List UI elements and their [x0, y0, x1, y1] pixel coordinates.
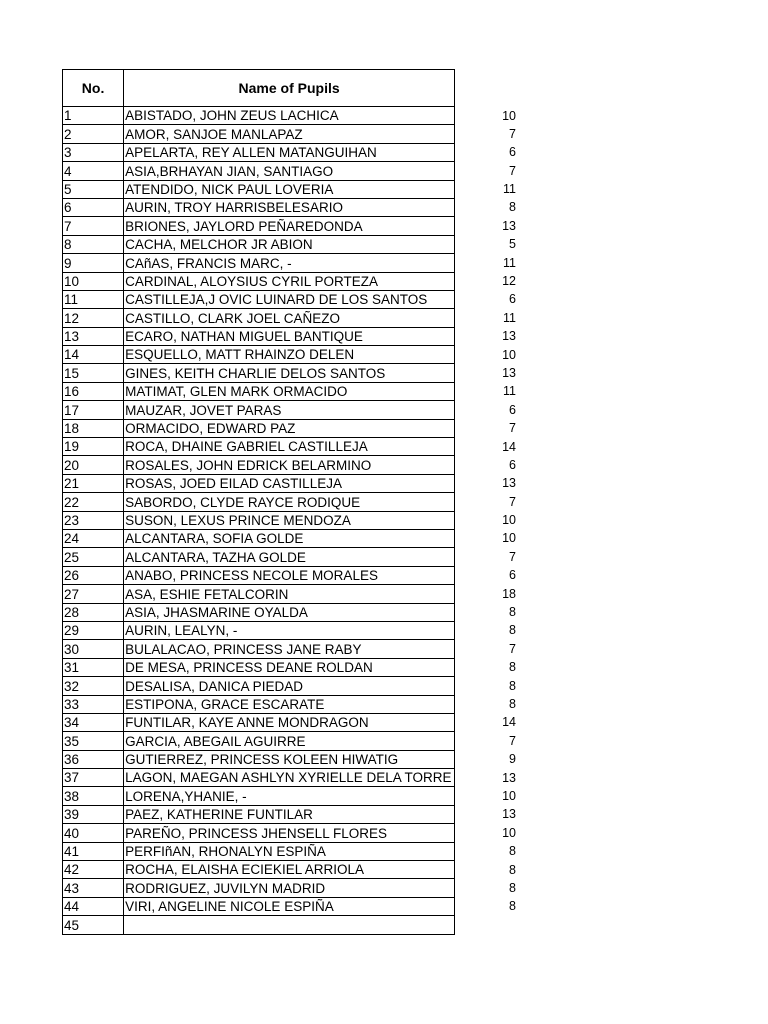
pupil-name-cell	[124, 842, 455, 860]
pupil-score: 8	[509, 862, 516, 877]
pupil-name-cell	[124, 640, 455, 658]
pupil-score: 8	[509, 880, 516, 895]
table-row	[63, 309, 455, 327]
pupil-number-cell: 14	[63, 346, 124, 364]
pupil-name-text: PAREÑO, PRINCESS JHENSELL FLORES	[125, 825, 387, 841]
pupil-name-text: PERFIñAN, RHONALYN ESPIÑA	[125, 844, 326, 860]
pupil-name-cell	[124, 401, 455, 419]
pupil-name-text: CACHA, MELCHOR JR ABION	[125, 237, 313, 253]
pupil-name-cell	[124, 254, 455, 272]
pupil-number-cell: 22	[63, 493, 124, 511]
table-row	[63, 566, 455, 584]
pupil-number-cell: 1	[63, 107, 124, 125]
pupil-number-cell: 45	[63, 916, 124, 934]
table-row	[63, 548, 455, 566]
pupil-name-text: DESALISA, DANICA PIEDAD	[125, 678, 303, 694]
pupil-number-cell: 19	[63, 438, 124, 456]
table-row	[63, 493, 455, 511]
pupil-score: 10	[502, 108, 516, 123]
pupil-number-cell: 32	[63, 677, 124, 695]
pupil-name-cell	[124, 879, 455, 897]
pupil-score: 8	[509, 200, 516, 215]
pupil-name-text: LORENA,YHANIE, -	[125, 788, 247, 804]
pupil-name-text: CARDINAL, ALOYSIUS CYRIL PORTEZA	[125, 273, 378, 289]
table-row	[63, 125, 455, 143]
pupil-name-cell	[124, 309, 455, 327]
table-row	[63, 474, 455, 492]
pupil-number-cell: 34	[63, 713, 124, 731]
table-row	[63, 750, 455, 768]
pupil-number-cell: 27	[63, 585, 124, 603]
pupil-name-cell	[124, 805, 455, 823]
pupil-name-text: ESTIPONA, GRACE ESCARATE	[125, 696, 325, 712]
table-row	[63, 879, 455, 897]
table-row	[63, 787, 455, 805]
pupil-score	[456, 916, 516, 934]
pupil-score: 11	[503, 310, 516, 325]
pupil-name-cell	[124, 750, 455, 768]
pupil-name-cell	[124, 658, 455, 676]
pupil-number-cell: 26	[63, 566, 124, 584]
pupil-score: 6	[509, 145, 516, 160]
pupil-score: 9	[509, 752, 516, 767]
pupil-score: 6	[509, 568, 516, 583]
table-row	[63, 640, 455, 658]
pupil-number-cell: 6	[63, 198, 124, 216]
table-row	[63, 769, 455, 787]
pupil-number-cell: 20	[63, 456, 124, 474]
pupil-score: 14	[502, 439, 516, 454]
pupil-score: 10	[502, 347, 516, 362]
table-row	[63, 107, 455, 125]
pupil-name-text: ASIA, JHASMARINE OYALDA	[125, 604, 308, 620]
table-row	[63, 180, 455, 198]
pupil-score: 11	[503, 255, 516, 270]
pupil-score: 8	[509, 605, 516, 620]
pupil-number-cell: 15	[63, 364, 124, 382]
pupil-number-cell: 25	[63, 548, 124, 566]
table-row	[63, 254, 455, 272]
pupil-name-cell	[124, 621, 455, 639]
table-row	[63, 658, 455, 676]
pupil-roster-sheet	[62, 69, 516, 935]
table-row	[63, 401, 455, 419]
pupil-number-cell: 10	[63, 272, 124, 290]
pupil-name-cell	[124, 438, 455, 456]
pupil-number-cell: 23	[63, 511, 124, 529]
table-row	[63, 713, 455, 731]
pupil-number-cell: 38	[63, 787, 124, 805]
pupil-score: 10	[502, 825, 516, 840]
pupil-number-cell: 11	[63, 290, 124, 308]
pupil-score: 8	[509, 899, 516, 914]
table-row	[63, 382, 455, 400]
pupil-score: 6	[509, 457, 516, 472]
table-row	[63, 824, 455, 842]
pupil-score: 11	[503, 384, 516, 399]
pupil-name-cell	[124, 695, 455, 713]
pupil-name-cell	[124, 566, 455, 584]
pupil-name-text: ORMACIDO, EDWARD PAZ	[125, 421, 296, 437]
pupil-number-cell: 18	[63, 419, 124, 437]
pupil-number-cell: 2	[63, 125, 124, 143]
pupil-name-cell	[124, 677, 455, 695]
pupil-score: 8	[509, 660, 516, 675]
table-row	[63, 346, 455, 364]
pupil-name-text: ANABO, PRINCESS NECOLE MORALES	[125, 568, 378, 584]
table-row	[63, 290, 455, 308]
pupil-name-cell	[124, 713, 455, 731]
pupil-name-text: MATIMAT, GLEN MARK ORMACIDO	[125, 384, 348, 400]
pupil-number-cell: 43	[63, 879, 124, 897]
pupil-score: 8	[509, 844, 516, 859]
pupil-name-cell	[124, 143, 455, 161]
pupil-score: 8	[509, 697, 516, 711]
pupil-number-cell: 9	[63, 254, 124, 272]
pupil-name-text: GINES, KEITH CHARLIE DELOS SANTOS	[125, 365, 386, 381]
pupil-number-cell: 35	[63, 732, 124, 750]
pupil-score: 8	[509, 678, 516, 693]
table-row	[63, 143, 455, 161]
pupil-number-cell: 36	[63, 750, 124, 768]
pupil-number-cell: 3	[63, 143, 124, 161]
pupil-score: 8	[509, 623, 516, 638]
pupil-name-cell	[124, 327, 455, 345]
table-row	[63, 585, 455, 603]
pupil-number-cell: 42	[63, 861, 124, 879]
pupil-number-cell: 29	[63, 621, 124, 639]
pupil-name-cell	[124, 769, 455, 787]
pupil-score: 10	[502, 513, 516, 528]
pupil-number-cell: 30	[63, 640, 124, 658]
pupil-score: 13	[502, 365, 516, 380]
pupil-score: 11	[503, 182, 516, 197]
pupil-name-text: ASIA,BRHAYAN JIAN, SANTIAGO	[125, 163, 334, 179]
pupil-number-cell: 12	[63, 309, 124, 327]
pupil-name-text: VIRI, ANGELINE NICOLE ESPIÑA	[125, 899, 334, 915]
pupil-number-cell: 16	[63, 382, 124, 400]
pupil-number-cell: 5	[63, 180, 124, 198]
pupil-name-cell	[124, 529, 455, 547]
pupil-name-cell	[124, 548, 455, 566]
pupil-name-text: LAGON, MAEGAN ASHLYN XYRIELLE DELA TORRE	[125, 770, 452, 786]
pupil-name-text: APELARTA, REY ALLEN MATANGUIHAN	[125, 145, 377, 161]
pupil-name-text: AURIN, LEALYN, -	[125, 623, 238, 639]
pupil-score: 13	[502, 476, 516, 491]
pupil-name-text: DE MESA, PRINCESS DEANE ROLDAN	[125, 660, 373, 676]
table-row	[63, 677, 455, 695]
pupil-name-text: CAñAS, FRANCIS MARC, -	[125, 255, 292, 271]
pupil-name-cell	[124, 198, 455, 216]
pupil-name-text: ATENDIDO, NICK PAUL LOVERIA	[125, 181, 334, 197]
pupil-name-cell	[124, 787, 455, 805]
pupil-name-cell	[124, 603, 455, 621]
pupil-score: 14	[502, 715, 516, 730]
header-row	[63, 70, 455, 107]
pupil-score: 7	[509, 641, 516, 656]
pupil-number-cell: 4	[63, 162, 124, 180]
pupil-roster-table	[62, 69, 455, 935]
pupil-score: 18	[502, 586, 516, 601]
pupil-score: 6	[509, 292, 516, 307]
pupil-name-cell	[124, 217, 455, 235]
pupil-name-cell	[124, 585, 455, 603]
pupil-score: 13	[502, 770, 516, 785]
table-row	[63, 861, 455, 879]
pupil-name-text: ROCA, DHAINE GABRIEL CASTILLEJA	[125, 439, 368, 455]
table-row	[63, 456, 455, 474]
pupil-name-text: ECARO, NATHAN MIGUEL BANTIQUE	[125, 329, 363, 345]
pupil-score: 5	[509, 237, 516, 252]
pupil-name-cell	[124, 346, 455, 364]
pupil-number-cell: 28	[63, 603, 124, 621]
pupil-number-cell: 31	[63, 658, 124, 676]
table-row	[63, 805, 455, 823]
table-row	[63, 603, 455, 621]
pupil-number-cell: 44	[63, 897, 124, 915]
pupil-name-cell	[124, 382, 455, 400]
table-row	[63, 916, 455, 934]
pupil-score: 13	[502, 218, 516, 233]
table-row	[63, 198, 455, 216]
pupil-score: 6	[509, 402, 516, 417]
pupil-score: 12	[502, 274, 516, 289]
pupil-score: 13	[502, 807, 516, 822]
pupil-score: 10	[502, 531, 516, 546]
pupil-name-cell	[124, 162, 455, 180]
pupil-name-cell	[124, 916, 455, 934]
pupil-name-cell	[124, 235, 455, 253]
pupil-name-text: SABORDO, CLYDE RAYCE RODIQUE	[125, 494, 361, 510]
pupil-name-text: GUTIERREZ, PRINCESS KOLEEN HIWATIG	[125, 752, 399, 768]
pupil-name-cell	[124, 272, 455, 290]
table-row	[63, 217, 455, 235]
table-row	[63, 364, 455, 382]
pupil-number-cell: 40	[63, 824, 124, 842]
pupil-name-text: ROSAS, JOED EILAD CASTILLEJA	[125, 476, 342, 492]
pupil-name-text: CASTILLO, CLARK JOEL CAÑEZO	[125, 310, 340, 326]
pupil-name-text: BULALACAO, PRINCESS JANE RABY	[125, 641, 362, 657]
pupil-name-text: BRIONES, JAYLORD PEÑAREDONDA	[125, 218, 363, 234]
pupil-number-cell: 37	[63, 769, 124, 787]
pupil-name-cell	[124, 861, 455, 879]
pupil-score: 7	[509, 733, 516, 748]
pupil-number-cell: 8	[63, 235, 124, 253]
roster-body	[63, 107, 455, 935]
pupil-score: 7	[509, 494, 516, 509]
pupil-name-cell	[124, 125, 455, 143]
table-row	[63, 235, 455, 253]
column-header-no: No.	[63, 70, 124, 107]
pupil-name-text: SUSON, LEXUS PRINCE MENDOZA	[125, 512, 351, 528]
pupil-number-cell: 24	[63, 529, 124, 547]
pupil-name-text: CASTILLEJA,J OVIC LUINARD DE LOS SANTOS	[125, 292, 428, 308]
pupil-name-cell	[124, 511, 455, 529]
pupil-number-cell: 17	[63, 401, 124, 419]
pupil-name-cell	[124, 493, 455, 511]
pupil-name-cell	[124, 824, 455, 842]
pupil-number-cell: 13	[63, 327, 124, 345]
pupil-name-text: ESQUELLO, MATT RHAINZO DELEN	[125, 347, 355, 363]
table-row	[63, 621, 455, 639]
pupil-name-text: RODRIGUEZ, JUVILYN MADRID	[125, 880, 326, 896]
table-row	[63, 327, 455, 345]
pupil-name-text: ABISTADO, JOHN ZEUS LACHICA	[125, 108, 339, 124]
pupil-name-text: PAEZ, KATHERINE FUNTILAR	[125, 807, 313, 823]
column-header-name: Name of Pupils	[124, 70, 455, 107]
pupil-name-cell	[124, 732, 455, 750]
pupil-score: 13	[502, 329, 516, 344]
pupil-number-cell: 41	[63, 842, 124, 860]
pupil-score: 7	[509, 421, 516, 436]
pupil-name-cell	[124, 456, 455, 474]
table-row	[63, 732, 455, 750]
pupil-name-text: MAUZAR, JOVET PARAS	[125, 402, 282, 418]
table-row	[63, 897, 455, 915]
table-row	[63, 272, 455, 290]
table-row	[63, 695, 455, 713]
table-row	[63, 162, 455, 180]
pupil-name-text: ROCHA, ELAISHA ECIEKIEL ARRIOLA	[125, 862, 364, 878]
pupil-name-cell	[124, 897, 455, 915]
table-row	[63, 511, 455, 529]
pupil-name-cell	[124, 290, 455, 308]
pupil-number-cell: 33	[63, 695, 124, 713]
pupil-name-text: FUNTILAR, KAYE ANNE MONDRAGON	[125, 715, 369, 731]
table-row	[63, 529, 455, 547]
pupil-number-cell: 21	[63, 474, 124, 492]
pupil-score: 10	[502, 788, 516, 803]
pupil-name-text: ROSALES, JOHN EDRICK BELARMINO	[125, 457, 372, 473]
pupil-name-text: ASA, ESHIE FETALCORIN	[125, 586, 289, 602]
pupil-name-text: ALCANTARA, TAZHA GOLDE	[125, 549, 306, 565]
pupil-score: 7	[509, 549, 516, 564]
pupil-name-cell	[124, 474, 455, 492]
pupil-score: 7	[509, 126, 516, 141]
pupil-name-cell	[124, 364, 455, 382]
table-row	[63, 438, 455, 456]
pupil-number-cell: 7	[63, 217, 124, 235]
pupil-score: 7	[509, 163, 516, 178]
pupil-name-text: AMOR, SANJOE MANLAPAZ	[125, 126, 303, 142]
pupil-name-cell	[124, 107, 455, 125]
pupil-name-text: ALCANTARA, SOFIA GOLDE	[125, 531, 304, 547]
pupil-name-text: GARCIA, ABEGAIL AGUIRRE	[125, 733, 306, 749]
pupil-name-cell	[124, 419, 455, 437]
table-row	[63, 419, 455, 437]
pupil-number-cell: 39	[63, 805, 124, 823]
pupil-name-text: AURIN, TROY HARRISBELESARIO	[125, 200, 343, 216]
table-row	[63, 842, 455, 860]
pupil-name-cell	[124, 180, 455, 198]
